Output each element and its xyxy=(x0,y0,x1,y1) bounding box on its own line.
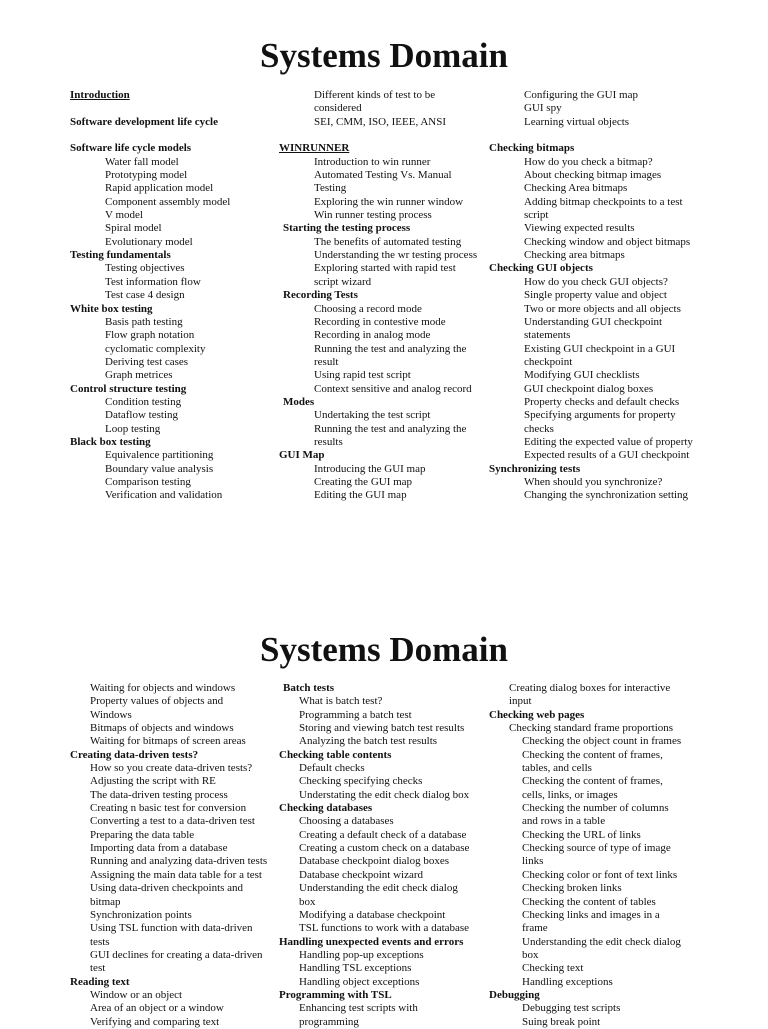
list-item: Enhancing test scripts with xyxy=(299,1002,418,1015)
list-item: Component assembly model xyxy=(105,195,231,208)
list-item: TSL functions to work with a database xyxy=(299,922,470,935)
list-item: Checking the content of tables xyxy=(522,895,656,908)
list-item: Checking source of type of image xyxy=(522,842,671,855)
list-item: Suing break point xyxy=(522,1015,601,1028)
list-item: Single property value and object xyxy=(524,289,667,302)
list-item: How so you create data-driven tests? xyxy=(90,762,253,775)
list-item: Basis path testing xyxy=(105,315,183,328)
list-item: Running the test and analyzing the xyxy=(314,342,467,355)
list-item: Creating n basic test for conversion xyxy=(90,802,247,815)
list-item: Understanding the edit check dialog xyxy=(522,935,681,948)
list-item: Changing the synchronization setting xyxy=(524,489,689,502)
list-item: Water fall model xyxy=(105,155,179,168)
list-item: SEI, CMM, ISO, IEEE, ANSI xyxy=(314,115,447,128)
list-item: Checking the content of frames, xyxy=(522,748,663,761)
list-item: Modifying a database checkpoint xyxy=(299,908,446,921)
list-item: Exploring the win runner window xyxy=(314,195,464,208)
page2-column-3 xyxy=(489,682,681,1029)
list-item: programming xyxy=(299,1015,359,1028)
list-item: Flow graph notation xyxy=(105,329,195,342)
list-item: Running and analyzing data-driven tests xyxy=(90,855,268,868)
section-heading: Black box testing xyxy=(70,435,151,448)
list-item: Assigning the main data table for a test xyxy=(90,868,262,881)
list-item: Test case 4 design xyxy=(105,289,185,302)
list-item: Automated Testing Vs. Manual xyxy=(314,169,452,182)
list-item: Checking Area bitmaps xyxy=(524,182,628,195)
list-item: The data-driven testing process xyxy=(90,788,228,801)
list-item: bitmap xyxy=(90,895,121,908)
spacer xyxy=(279,129,477,142)
list-item: Existing GUI checkpoint in a GUI xyxy=(524,342,676,355)
list-item: Waiting for objects and windows xyxy=(90,682,236,694)
list-item: Property checks and default checks xyxy=(524,395,680,408)
list-item: How do you check a bitmap? xyxy=(524,155,653,168)
section-heading: WINRUNNER xyxy=(279,142,350,155)
list-item: GUI spy xyxy=(524,102,562,115)
list-item: Using data-driven checkpoints and xyxy=(90,882,244,895)
list-item: Context sensitive and analog record xyxy=(314,382,472,395)
section-heading: Handling unexpected events and errors xyxy=(279,935,464,948)
page-title-2: Systems Domain xyxy=(260,630,508,669)
list-item: statements xyxy=(524,329,571,342)
section-heading: Software development life cycle xyxy=(70,115,218,128)
list-item: Area of an object or a window xyxy=(90,1002,224,1015)
list-item: tests xyxy=(90,935,110,948)
list-item: Window or an object xyxy=(90,988,183,1001)
list-item: Checking area bitmaps xyxy=(524,249,625,262)
list-item: Windows xyxy=(90,708,132,721)
list-item: result xyxy=(314,355,339,368)
page1-column-1 xyxy=(70,89,230,503)
list-item: Handling pop-up exceptions xyxy=(299,948,424,961)
list-item: Understating the edit check dialog box xyxy=(299,788,470,801)
section-heading: Checking table contents xyxy=(279,748,392,761)
section-heading: Programming with TSL xyxy=(279,988,392,1001)
list-item: Creating a custom check on a database xyxy=(299,842,470,855)
list-item: Graph metrices xyxy=(105,369,173,382)
list-item: Adjusting the script with RE xyxy=(90,775,216,788)
list-item: Equivalence partitioning xyxy=(105,449,214,462)
list-item: Dataflow testing xyxy=(105,409,179,422)
list-item: Creating dialog boxes for interactive xyxy=(509,682,671,694)
section-heading: Creating data-driven tests? xyxy=(70,748,199,761)
list-item: Checking standard frame proportions xyxy=(509,722,674,735)
list-item: Introducing the GUI map xyxy=(314,462,426,475)
list-item: Boundary value analysis xyxy=(105,462,214,475)
spacer xyxy=(70,129,230,142)
list-item: cells, links, or images xyxy=(522,788,618,801)
list-item: Importing data from a database xyxy=(90,842,228,855)
section-heading: Batch tests xyxy=(283,682,335,694)
section-heading: Starting the testing process xyxy=(283,222,411,235)
section-heading: Introduction xyxy=(70,89,130,101)
spacer xyxy=(70,102,230,115)
list-item: and rows in a table xyxy=(522,815,606,828)
list-item: Synchronization points xyxy=(90,908,192,921)
list-item: input xyxy=(509,695,532,708)
list-item: Analyzing the batch test results xyxy=(299,735,438,748)
list-item: Editing the expected value of property xyxy=(524,435,693,448)
list-item: The benefits of automated testing xyxy=(314,235,462,248)
section-heading: Modes xyxy=(283,395,315,408)
list-item: Configuring the GUI map xyxy=(524,89,638,101)
list-item: frame xyxy=(522,922,548,935)
section-heading: Debugging xyxy=(489,988,540,1001)
section-heading: Reading text xyxy=(70,975,130,988)
list-item: How do you check GUI objects? xyxy=(524,275,668,288)
list-item: checks xyxy=(524,422,554,435)
list-item: Checking the number of columns xyxy=(522,802,669,815)
section-heading: Testing fundamentals xyxy=(70,249,171,262)
list-item: Handling object exceptions xyxy=(299,975,420,988)
list-item: script xyxy=(524,209,549,222)
section-heading: GUI Map xyxy=(279,449,325,462)
list-item: Handling TSL exceptions xyxy=(299,962,412,975)
list-item: links xyxy=(522,855,544,868)
list-item: Database checkpoint wizard xyxy=(299,868,423,881)
list-item: Spiral model xyxy=(105,222,162,235)
page1-column-3 xyxy=(489,89,693,503)
list-item: Using TSL function with data-driven xyxy=(90,922,253,935)
list-item: Test information flow xyxy=(105,275,201,288)
list-item: Prototyping model xyxy=(105,169,188,182)
list-item: Expected results of a GUI checkpoint xyxy=(524,449,690,462)
list-item: Understanding the edit check dialog xyxy=(299,882,458,895)
list-item: Deriving test cases xyxy=(105,355,189,368)
section-heading: Checking web pages xyxy=(489,708,585,721)
list-item: Recording in analog mode xyxy=(314,329,431,342)
list-item: Checking color or font of text links xyxy=(522,868,678,881)
list-item: Choosing a record mode xyxy=(314,302,422,315)
list-item: Property values of objects and xyxy=(90,695,224,708)
list-item: Verification and validation xyxy=(105,489,223,502)
list-item: Viewing expected results xyxy=(524,222,635,235)
section-heading: Recording Tests xyxy=(283,289,358,302)
list-item: GUI checkpoint dialog boxes xyxy=(524,382,654,395)
list-item: GUI declines for creating a data-driven xyxy=(90,948,263,961)
list-item: Two or more objects and all objects xyxy=(524,302,681,315)
list-item: Evolutionary model xyxy=(105,235,193,248)
list-item: Checking broken links xyxy=(522,882,622,895)
section-heading: Control structure testing xyxy=(70,382,187,395)
list-item: tables, and cells xyxy=(522,762,592,775)
list-item: Checking the content of frames, xyxy=(522,775,663,788)
list-item: Condition testing xyxy=(105,395,182,408)
list-item: Introduction to win runner xyxy=(314,155,431,168)
list-item: Waiting for bitmaps of screen areas xyxy=(90,735,246,748)
list-item: Using rapid test script xyxy=(314,369,411,382)
list-item: Different kinds of test to be xyxy=(314,89,436,101)
list-item: script wizard xyxy=(314,275,372,288)
list-item: Handling exceptions xyxy=(522,975,613,988)
section-heading: Checking GUI objects xyxy=(489,262,593,275)
list-item: Exploring started with rapid test xyxy=(314,262,456,275)
list-item: Specifying arguments for property xyxy=(524,409,676,422)
list-item: box xyxy=(522,948,539,961)
list-item: test xyxy=(90,962,106,975)
list-item: Checking the object count in frames xyxy=(522,735,682,748)
list-item: Checking the URL of links xyxy=(522,828,641,841)
page-title-1: Systems Domain xyxy=(260,36,508,75)
list-item: Bitmaps of objects and windows xyxy=(90,722,234,735)
section-heading: Checking databases xyxy=(279,802,373,815)
list-item: Choosing a databases xyxy=(299,815,394,828)
page1-column-2 xyxy=(279,89,477,503)
section-heading: Synchronizing tests xyxy=(489,462,581,475)
list-item: Checking window and object bitmaps xyxy=(524,235,691,248)
list-item: Undertaking the test script xyxy=(314,409,431,422)
section-heading: White box testing xyxy=(70,302,153,315)
list-item: Recording in contestive mode xyxy=(314,315,446,328)
list-item: Editing the GUI map xyxy=(314,489,407,502)
list-item: Database checkpoint dialog boxes xyxy=(299,855,449,868)
list-item: About checking bitmap images xyxy=(524,169,662,182)
spacer xyxy=(489,129,693,142)
list-item: Loop testing xyxy=(105,422,161,435)
list-item: considered xyxy=(314,102,362,115)
list-item: Checking text xyxy=(522,962,584,975)
page2-column-1 xyxy=(70,682,267,1029)
list-item: Learning virtual objects xyxy=(524,115,630,128)
list-item: V model xyxy=(105,209,143,222)
list-item: Checking specifying checks xyxy=(299,775,423,788)
section-heading: Software life cycle models xyxy=(70,142,192,155)
list-item: checkpoint xyxy=(524,355,573,368)
list-item: Testing xyxy=(314,182,347,195)
list-item: Verifying and comparing text xyxy=(90,1015,220,1028)
list-item: Creating a default check of a database xyxy=(299,828,467,841)
list-item: Adding bitmap checkpoints to a test xyxy=(524,195,683,208)
list-item: Programming a batch test xyxy=(299,708,412,721)
list-item: Storing and viewing batch test results xyxy=(299,722,465,735)
list-item: cyclomatic complexity xyxy=(105,342,206,355)
list-item: When should you synchronize? xyxy=(524,475,663,488)
list-item: Understanding the wr testing process xyxy=(314,249,478,262)
page2-column-2 xyxy=(279,682,469,1029)
list-item: box xyxy=(299,895,316,908)
list-item: Debugging test scripts xyxy=(522,1002,621,1015)
list-item: Win runner testing process xyxy=(314,209,432,222)
list-item: Comparison testing xyxy=(105,475,191,488)
section-heading: Checking bitmaps xyxy=(489,142,575,155)
list-item: Preparing the data table xyxy=(90,828,195,841)
list-item: What is batch test? xyxy=(299,695,383,708)
list-item: Testing objectives xyxy=(105,262,185,275)
list-item: results xyxy=(314,435,343,448)
list-item: Rapid application model xyxy=(105,182,214,195)
list-item: Default checks xyxy=(299,762,365,775)
list-item: Understanding GUI checkpoint xyxy=(524,315,663,328)
list-item: Modifying GUI checklists xyxy=(524,369,640,382)
list-item: Creating the GUI map xyxy=(314,475,413,488)
list-item: Checking links and images in a xyxy=(522,908,660,921)
list-item: Converting a test to a data-driven test xyxy=(90,815,255,828)
list-item: Running the test and analyzing the xyxy=(314,422,467,435)
